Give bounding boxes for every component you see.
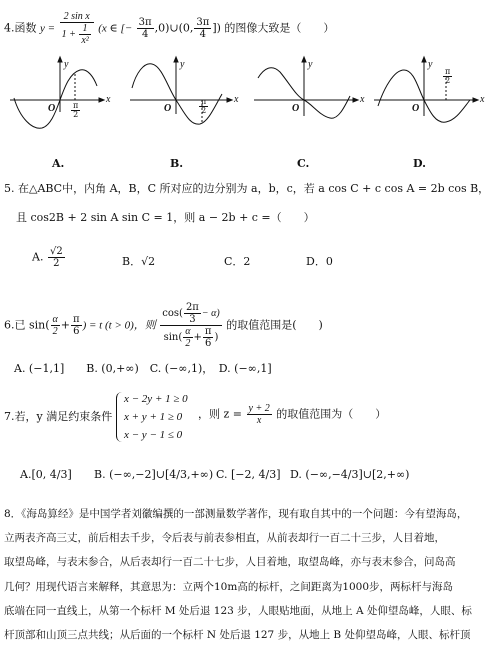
graph-c-y-label: y <box>308 59 313 70</box>
q7-option-c[interactable]: C. [−2, 4/3] <box>216 468 281 481</box>
q7-constraint-1: x − 2y + 1 ≥ 0 <box>124 393 188 405</box>
q6-frac-alpha-den: 2 <box>52 326 58 337</box>
graph-a-tick-num: π <box>73 101 79 110</box>
q4-d2-den: 4 <box>199 29 207 40</box>
q4-stem <box>4 11 334 46</box>
graph-b-origin: O <box>164 103 172 114</box>
q6-big-num <box>160 302 221 326</box>
q4-domain-end: ]) <box>212 21 221 35</box>
q5-option-a[interactable] <box>32 246 66 269</box>
q4-den-frac-num: 1 <box>79 23 90 35</box>
graph-a-origin: O <box>48 103 56 114</box>
q7-constraint-2: x + y + 1 ≥ 0 <box>124 411 183 423</box>
q4-d1-num: 3π <box>138 17 152 28</box>
q6-big-den-frac-a-num: α <box>185 326 191 337</box>
q6-frac-pi-num: π <box>73 314 80 325</box>
q8-line-4: 几何？用现代语言来解释，其意思为：立两个10m高的标杆，之间距离为1000步，两标杆与海岛 <box>4 581 454 593</box>
q7-option-a-label: A. <box>20 468 32 481</box>
graph-c-x-arrow <box>353 98 358 102</box>
q7-prefix: 7.若，y 满足约束条件 <box>4 410 113 423</box>
q4-option-b[interactable]: B. <box>170 157 184 170</box>
q6-big-den-pre: sin( <box>163 332 183 343</box>
graph-d-x-label: x <box>480 94 485 105</box>
q6-big-num-frac <box>184 302 201 325</box>
q5-option-a-label: A. <box>32 250 44 264</box>
q4-main-den <box>60 23 94 46</box>
q4-option-c[interactable]: C. <box>297 157 310 170</box>
q5-option-a-num: √2 <box>49 246 63 257</box>
q6-stem <box>4 302 323 349</box>
graph-b-y-arrow <box>174 57 178 62</box>
q5-option-a-frac <box>48 246 65 269</box>
graph-b-tick <box>199 98 208 115</box>
graph-d <box>374 57 478 122</box>
q4-den-frac <box>79 23 90 46</box>
graph-b-x-arrow <box>227 98 232 102</box>
q7-objective <box>198 403 386 426</box>
q4-domain-frac1 <box>137 17 154 40</box>
graph-d-y-arrow <box>422 57 426 62</box>
graph-c-y-arrow <box>302 57 306 62</box>
q6-big-den-frac-p-num: π <box>204 326 212 337</box>
q6-frac-pi-den: 6 <box>73 326 80 337</box>
q7-constraint-3: x − y − 1 ≤ 0 <box>124 429 183 441</box>
q4-main-num: 2 sin x <box>60 11 94 23</box>
q6-big-fraction <box>160 302 221 349</box>
q6-prefix: 6.已 sin( <box>4 318 50 332</box>
q8-line-1: 8．《海岛算经》是中国学者刘徽编撰的一部测量数学著作，现有取自其中的一个问题：今有望海岛， <box>4 508 468 520</box>
q6-big-den-frac-a-den: 2 <box>185 338 191 349</box>
q4-den-a: 1 + <box>61 28 76 40</box>
q6-suffix: 的取值范围是( ) <box>226 318 323 332</box>
q6-big-num-post: − α) <box>201 308 220 319</box>
q4-prefix: 4.函数 <box>4 21 37 35</box>
graph-d-tick <box>443 68 452 85</box>
q6-eq: ) = t (t > 0)，则 <box>82 319 156 332</box>
q4-d2-num: 3π <box>196 17 210 28</box>
q4-option-a[interactable]: A. <box>52 157 65 170</box>
graph-d-x-arrow <box>473 98 478 102</box>
graph-a-tick-den: 2 <box>73 110 79 119</box>
q6-big-den-post: ) <box>214 332 219 343</box>
graph-a <box>10 57 104 128</box>
q6-big-num-pre: cos( <box>162 308 183 319</box>
q5-option-a-den: 2 <box>53 258 60 269</box>
q4-func: y = <box>40 22 56 35</box>
q6-big-den-frac-p-den: 6 <box>205 338 212 349</box>
q5-line1: 5. 在△ABC中，内角 A，B，C 所对应的边分别为 a，b，c，若 a cos C + c cos A = 2b cos B， <box>4 182 490 195</box>
graph-d-y-label: y <box>428 59 433 70</box>
q7-option-a-value: [0, 4/3] <box>31 468 72 481</box>
graph-c-x-label: x <box>360 94 365 105</box>
graph-a-x-arrow <box>99 98 104 102</box>
q5-option-c[interactable]: C．2 <box>224 255 251 268</box>
q6-big-num-frac-num: 2π <box>185 302 199 313</box>
q7-mid: ，则 z = <box>198 407 243 421</box>
q8-line-3: 取望岛峰，与表末参合，从后表却行一百二十七步，人目着地，取望岛峰，亦与表末参合，问岛高 <box>4 556 456 568</box>
q4-den-frac-den: x² <box>81 35 89 46</box>
q6-big-den <box>160 326 221 349</box>
q7-z-frac <box>247 403 272 426</box>
q6-plus: + <box>60 318 70 332</box>
q6-big-num-frac-den: 3 <box>189 314 196 325</box>
q6-frac-pi <box>71 314 82 337</box>
q6-frac-alpha <box>51 314 60 337</box>
q6-big-den-frac-a <box>183 326 192 349</box>
graph-b-tick-num: π <box>201 97 207 106</box>
q6-options[interactable]: A. (−1,1] B. (0,+∞) C. (−∞,1)， D. (−∞,1] <box>14 362 272 375</box>
q8-line-5: 底端在同一直线上，从第一个标杆 M 处后退 123 步，人眼贴地面，从地上 A 处仰望岛峰，人眼、标 <box>4 605 472 617</box>
q5-option-b[interactable]: B．√2 <box>122 255 156 268</box>
graph-a-y-arrow <box>58 57 62 62</box>
q5-line2: 且 cos2B + 2 sin A sin C = 1，则 a − 2b + c =（ ） <box>16 211 315 224</box>
q4-d1-den: 4 <box>141 29 149 40</box>
q4-domain: (x ∈ [− <box>98 22 133 35</box>
q4-domain-frac2 <box>194 17 211 40</box>
q7-z-den: x <box>256 415 262 426</box>
graph-b-curve <box>132 64 222 124</box>
q4-domain-mid: ,0)∪(0, <box>154 21 194 35</box>
graph-a-y-label: y <box>64 59 69 70</box>
q7-z-num: y + 2 <box>248 403 270 414</box>
graph-c-origin: O <box>292 103 300 114</box>
graph-b-tick-den: 2 <box>201 106 207 115</box>
q6-big-den-plus: + <box>193 332 202 343</box>
q6-frac-alpha-num: α <box>52 314 58 325</box>
graph-d-tick-num: π <box>445 67 451 76</box>
q4-option-d[interactable]: D. <box>413 157 426 170</box>
graph-a-tick <box>71 102 80 119</box>
q6-big-den-frac-p <box>203 326 214 349</box>
graph-d-tick-den: 2 <box>445 76 451 85</box>
q5-option-d[interactable]: D．0 <box>306 255 333 268</box>
q7-option-b[interactable]: B. (−∞,−2]∪[4/3,+∞) <box>94 468 214 481</box>
q7-suffix: 的取值范围为（ ） <box>276 407 387 421</box>
q7-option-d[interactable]: D. (−∞,−4/3]∪[2,+∞) <box>290 468 410 481</box>
graph-d-origin: O <box>412 103 420 114</box>
graph-c <box>254 57 358 118</box>
q4-suffix: 的图像大致是（ ） <box>224 21 335 35</box>
graph-a-x-label: x <box>106 94 111 105</box>
graph-a-curve <box>14 70 97 128</box>
graph-b-x-label: x <box>234 94 239 105</box>
q7-option-a[interactable] <box>20 468 72 482</box>
q8-line-2: 立两表齐高三丈，前后相去千步，令后表与前表参相直，从前表却行一百二十三步，人目着地， <box>4 532 445 544</box>
q4-main-fraction <box>60 11 94 46</box>
q8-line-6: 杆顶部和山顶三点共线；从后面的一个标杆 N 处后退 127 步，从地上 B 处仰望岛峰，人眼、标杆顶 <box>4 629 471 641</box>
graph-b-y-label: y <box>180 59 185 70</box>
